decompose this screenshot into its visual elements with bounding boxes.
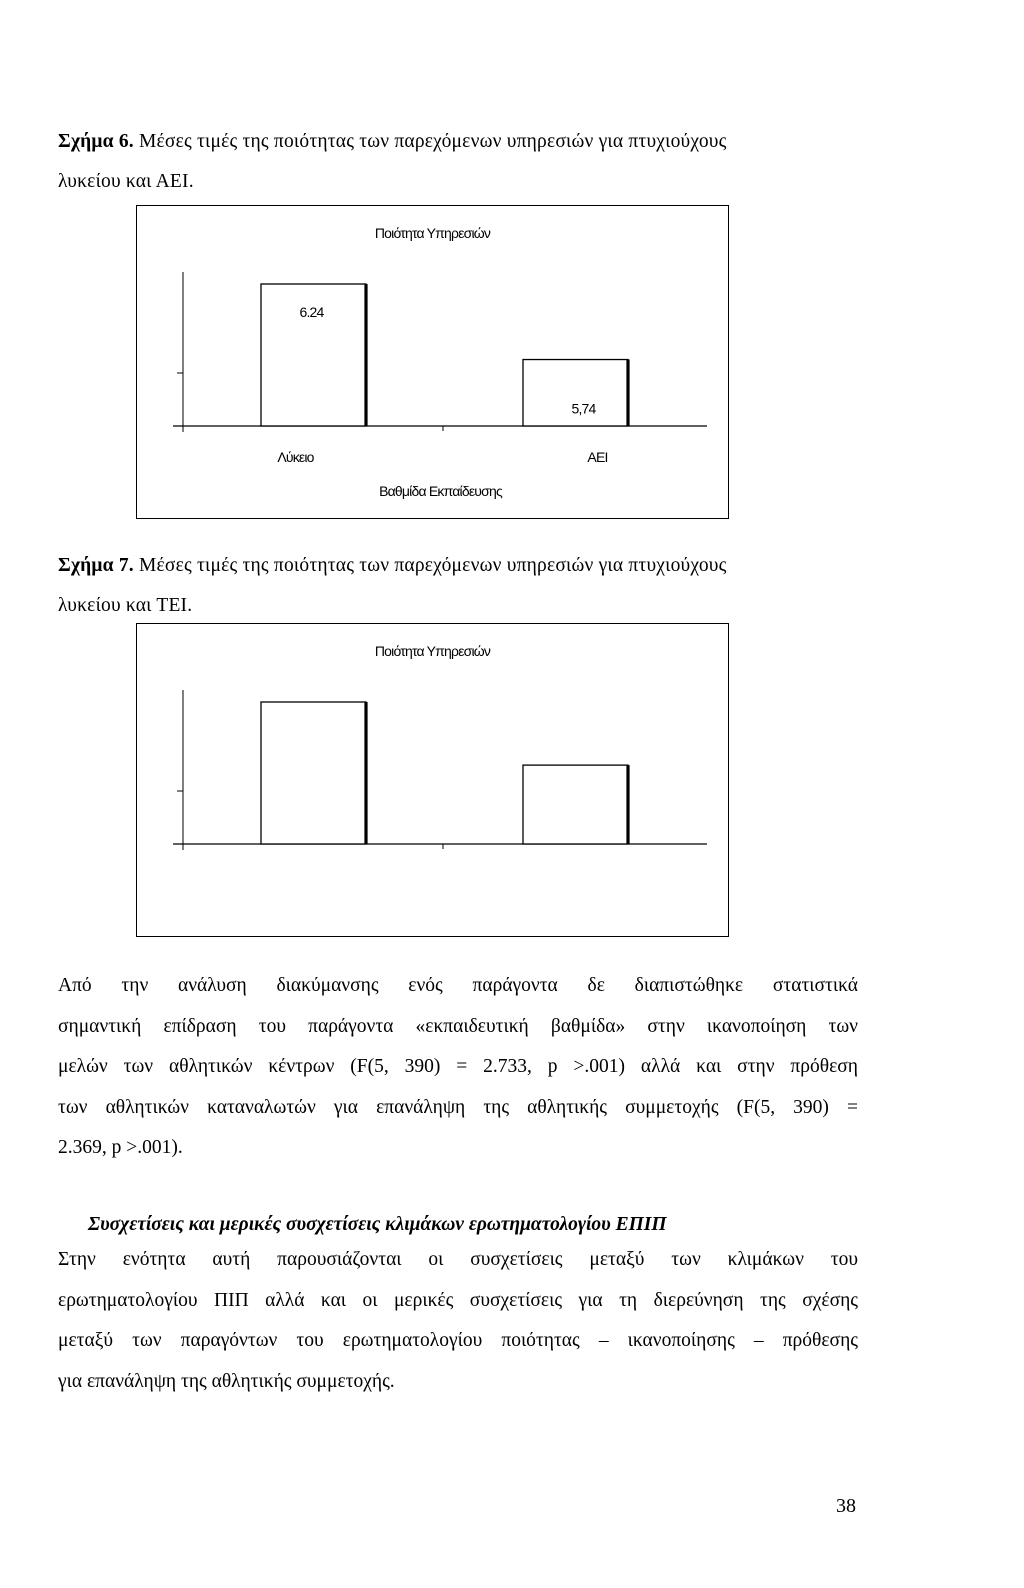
figure7-caption	[58, 546, 858, 626]
chart-title: Ποιότητα Υπηρεσιών	[374, 225, 491, 241]
category-tick-label: Λύκειο	[277, 449, 314, 465]
paragraph-line: για επανάληψη της αθλητικής συμμετοχής.	[58, 1370, 395, 1392]
figure6-caption	[58, 122, 858, 202]
bar-value-label: 6.24	[299, 304, 324, 320]
figure6-caption-text: Μέσες τιμές της ποιότητας των παρεχόμενων υπηρεσιών για πτυχιούχους	[133, 131, 727, 152]
x-axis-title: Βαθμίδα Εκπαίδευσης	[379, 483, 502, 499]
chart-title: Ποιότητα Υπηρεσιών	[374, 643, 491, 659]
bar	[523, 765, 628, 844]
anova-paragraph	[58, 966, 858, 1169]
figure6-caption-text-line2: λυκείου και ΑΕΙ.	[58, 171, 194, 192]
paragraph-line: ερωτηματολογίου ΠΙΠ αλλά και οι μερικές συσχετίσεις για τη διερεύνηση της σχέσης	[58, 1289, 858, 1311]
paragraph-line: μεταξύ των παραγόντων του ερωτηματολογίου ποιότητας – ικανοποίησης – πρόθεσης	[58, 1330, 858, 1352]
figure7-caption-label: Σχήμα 7.	[58, 555, 134, 576]
bar-value-label: 5,74	[571, 400, 596, 417]
figure7-caption-text-line2: λυκείου και ΤΕΙ.	[58, 595, 193, 616]
paragraph-line: σημαντική επίδραση του παράγοντα «εκπαιδευτική βαθμίδα» στην ικανοποίηση των	[58, 1015, 858, 1037]
correlations-paragraph	[58, 1240, 858, 1402]
figure7-chart	[136, 623, 729, 937]
figure6-caption-label: Σχήμα 6.	[58, 131, 134, 152]
bar	[261, 702, 366, 844]
paragraph-line: 2.369, p >.001).	[58, 1137, 183, 1159]
section-heading: Συσχετίσεις και μερικές συσχετίσεις κλιμάκων ερωτηματολογίου ΕΠΙΠ	[88, 1214, 667, 1235]
page-number: 38	[836, 1495, 856, 1517]
paragraph-line: Στην ενότητα αυτή παρουσιάζονται οι συσχετίσεις μεταξύ των κλιμάκων του	[58, 1249, 858, 1270]
paragraph-line: μελών των αθλητικών κέντρων (F(5, 390) = 2.733, p >.001) αλλά και στην πρόθεση	[58, 1056, 858, 1078]
paragraph-line: Από την ανάλυση διακύμανσης ενός παράγοντα δε διαπιστώθηκε στατιστικά	[58, 975, 858, 996]
figure7-chart-svg	[137, 624, 728, 936]
figure6-chart-svg	[137, 206, 728, 518]
figure7-caption-text: Μέσες τιμές της ποιότητας των παρεχόμενων υπηρεσιών για πτυχιούχους	[133, 555, 727, 576]
figure6-chart	[136, 205, 729, 519]
category-tick-label: ΑΕΙ	[587, 449, 608, 465]
paragraph-line: των αθλητικών καταναλωτών για επανάληψη της αθλητικής συμμετοχής (F(5, 390) =	[58, 1096, 858, 1118]
